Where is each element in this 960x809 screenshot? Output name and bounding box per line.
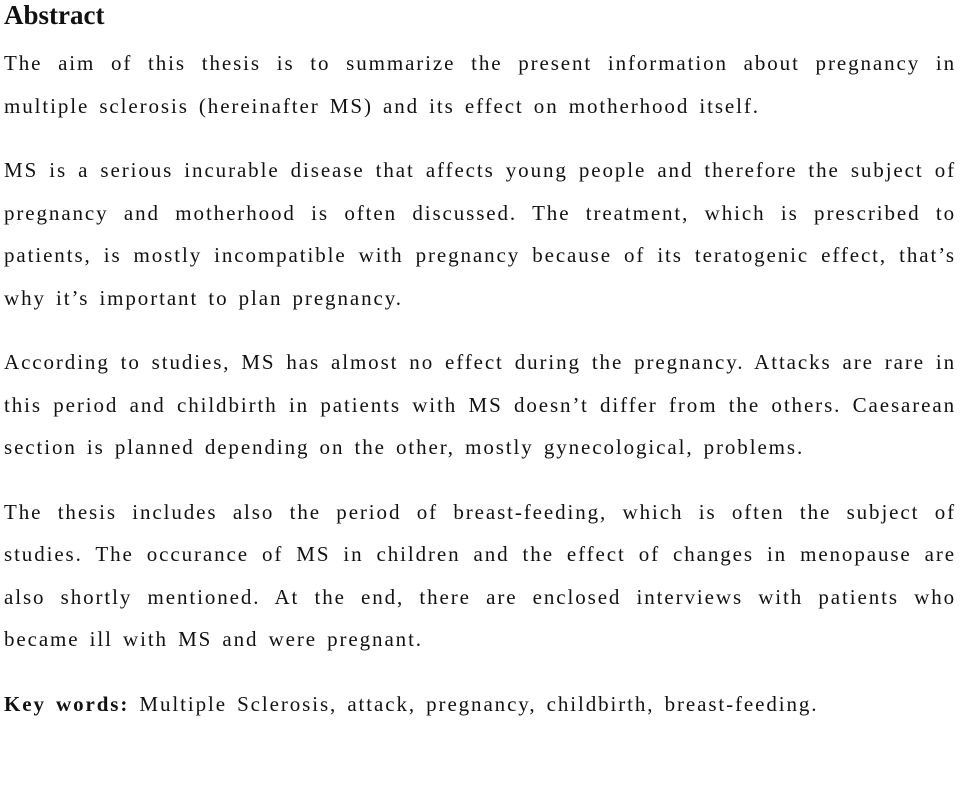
abstract-page xyxy=(4,0,956,725)
abstract-paragraph-studies: According to studies, MS has almost no effect during the pregnancy. Attacks are rare in this period and childbirth in patients with MS doesn’t differ from the others. Caesarean section is planned depending on the other, mostly gynecological, problems. xyxy=(4,350,956,459)
abstract-paragraph-aim: The aim of this thesis is to summarize the present information about pregnancy in multiple sclerosis (hereinafter MS) and its effect on motherhood itself. xyxy=(4,51,956,118)
abstract-heading: Abstract xyxy=(4,0,105,30)
keywords-label: Key words: xyxy=(4,691,130,716)
keywords-text: Multiple Sclerosis, attack, pregnancy, childbirth, breast-feeding. xyxy=(139,691,819,716)
abstract-paragraph-disease: MS is a serious incurable disease that affects young people and therefore the subject of pregnancy and motherhood is often discussed. The treatment, which is prescribed to patients, is mostly incompatible with pregnancy because of its teratogenic effect, that’s why it’s important to plan pregnancy. xyxy=(4,158,956,310)
abstract-paragraph-breastfeeding: The thesis includes also the period of breast-feeding, which is often the subject of studies. The occurance of MS in children and the effect of changes in menopause are also shortly mentioned. At the end, there are enclosed interviews with patients who became ill with MS and were pregnant. xyxy=(4,499,956,651)
keywords-line xyxy=(4,683,956,726)
